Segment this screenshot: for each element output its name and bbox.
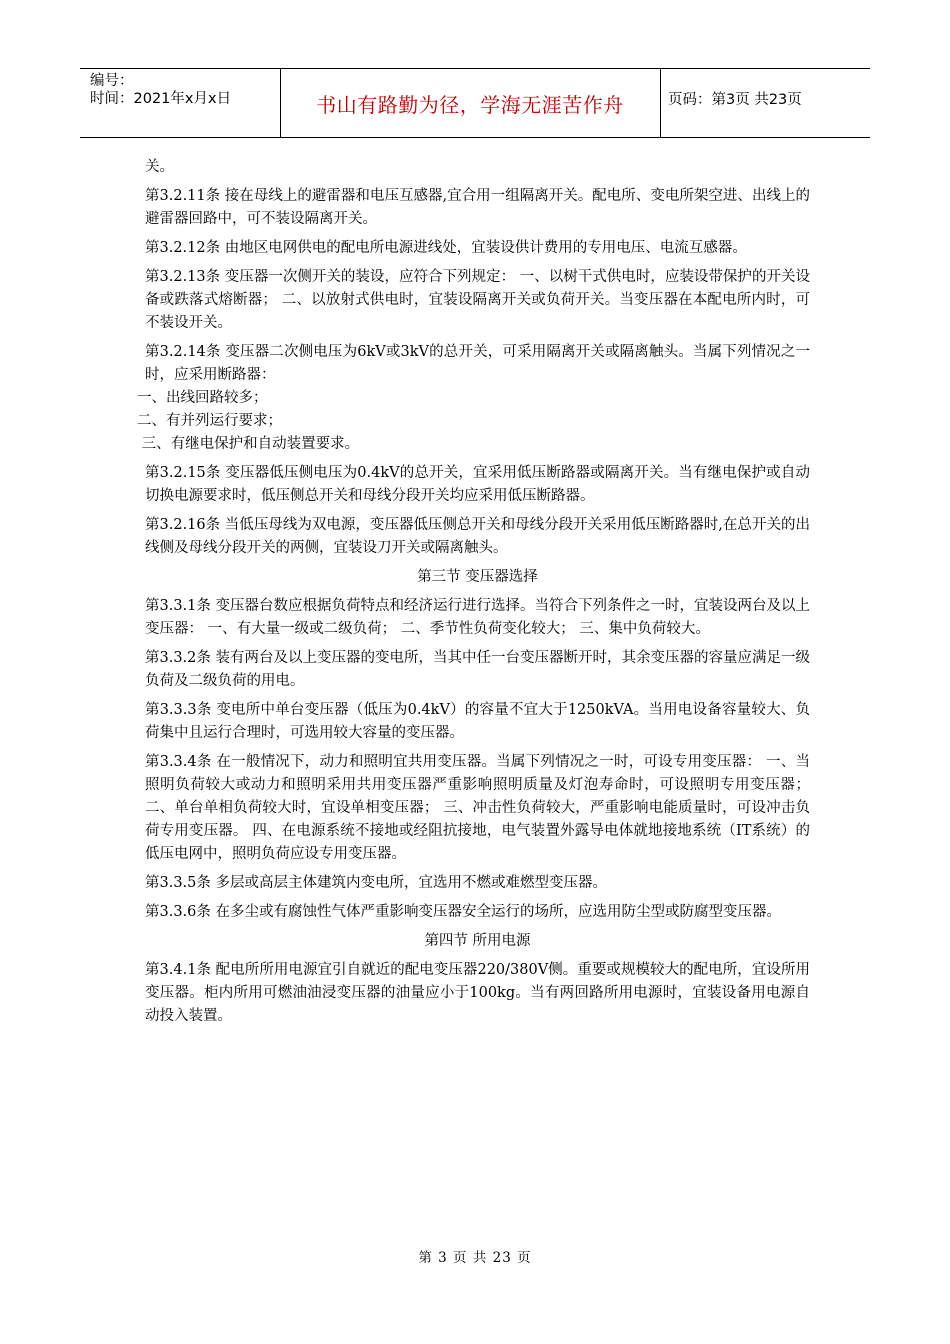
list-item: 三、有继电保护和自动装置要求。 <box>137 436 360 452</box>
document-number-label: 编号： <box>90 73 134 89</box>
page-header <box>80 68 870 138</box>
clause-3-2-12: 第3.2.12条 由地区电网供电的配电所电源进线处，宜装设供计费用的专用电压、电流互感器。 <box>145 240 747 256</box>
clause-3-3-6: 第3.3.6条 在多尘或有腐蚀性气体严重影响变压器安全运行的场所，应选用防尘型或防腐型变压器。 <box>145 904 781 920</box>
paragraph-fragment: 关。 <box>145 159 174 175</box>
document-date: 时间：2021年x月x日 <box>90 91 232 107</box>
clause-3-2-11: 第3.2.11条 接在母线上的避雷器和电压互感器,宜合用一组隔离开关。配电所、变电所架空进、出线上的避雷器回路中，可不装设隔离开关。 <box>145 188 810 227</box>
page-footer: 第 3 页 共 23 页 <box>418 1250 532 1266</box>
clause-3-2-15: 第3.2.15条 变压器低压侧电压为0.4kV的总开关，宜采用低压断路器或隔离开关。当有继电保护或自动切换电源要求时，低压侧总开关和母线分段开关均应采用低压断路器。 <box>145 465 810 504</box>
section-3-title: 第三节 变压器选择 <box>417 569 538 585</box>
document-body <box>137 156 810 1034</box>
clause-3-3-3: 第3.3.3条 变电所中单台变压器（低压为0.4kV）的容量不宜大于1250kVA。当用电设备容量较大、负荷集中且运行合理时，可选用较大容量的变压器。 <box>145 702 810 741</box>
list-item: 一、出线回路较多； <box>137 390 268 406</box>
clause-3-4-1: 第3.4.1条 配电所所用电源宜引自就近的配电变压器220/380V侧。重要或规模较大的配电所，宜设所用变压器。柜内所用可燃油油浸变压器的油量应小于100kg。当有两回路所用电源时，宜装设备用电源自动投入装置。 <box>145 962 810 1024</box>
clause-3-3-5: 第3.3.5条 多层或高层主体建筑内变电所，宜选用不燃或难燃型变压器。 <box>145 875 608 891</box>
header-divider <box>660 69 661 137</box>
section-4-title: 第四节 所用电源 <box>424 933 531 949</box>
clause-3-3-2: 第3.3.2条 装有两台及以上变压器的变电所，当其中任一台变压器断开时，其余变压器的容量应满足一级负荷及二级负荷的用电。 <box>145 650 810 689</box>
clause-3-3-1: 第3.3.1条 变压器台数应根据负荷特点和经济运行进行选择。当符合下列条件之一时，宜装设两台及以上变压器： 一、有大量一级或二级负荷； 二、季节性负荷变化较大； 三、集中负荷较大。 <box>145 598 810 637</box>
clause-3-2-14: 第3.2.14条 变压器二次侧电压为6kV或3kV的总开关，可采用隔离开关或隔离触头。当属下列情况之一时，应采用断路器： <box>145 344 810 383</box>
header-divider <box>280 69 281 137</box>
clause-3-2-13: 第3.2.13条 变压器一次侧开关的装设，应符合下列规定： 一、以树干式供电时，应装设带保护的开关设备或跌落式熔断器； 二、以放射式供电时，宜装设隔离开关或负荷开关。当变压器在本配电所内时，可不装设开关。 <box>145 269 810 331</box>
clause-3-2-14-list <box>137 387 810 456</box>
clause-3-2-16: 第3.2.16条 当低压母线为双电源，变压器低压侧总开关和母线分段开关采用低压断路器时,在总开关的出线侧及母线分段开关的两侧，宜装设刀开关或隔离触头。 <box>145 517 810 556</box>
header-motto: 书山有路勤为径，学海无涯苦作舟 <box>316 92 624 117</box>
header-page-info: 页码：第3页 共23页 <box>668 92 802 108</box>
header-meta <box>90 72 280 108</box>
clause-3-3-4: 第3.3.4条 在一般情况下，动力和照明宜共用变压器。当属下列情况之一时，可设专用变压器： 一、当照明负荷较大或动力和照明采用共用变压器严重影响照明质量及灯泡寿命时，可设照明专用变压器； 二、单台单相负荷较大时，宜设单相变压器； 三、冲击性负荷较大，严重影响电能质量时，可设冲击负荷专用变压器。 四、在电源系统不接地或经阻抗接地，电气装置外露导电体就地接地系统（IT系统）的低压电网中，照明负荷应设专用变压器。 <box>145 754 810 862</box>
list-item: 二、有并列运行要求； <box>137 413 282 429</box>
